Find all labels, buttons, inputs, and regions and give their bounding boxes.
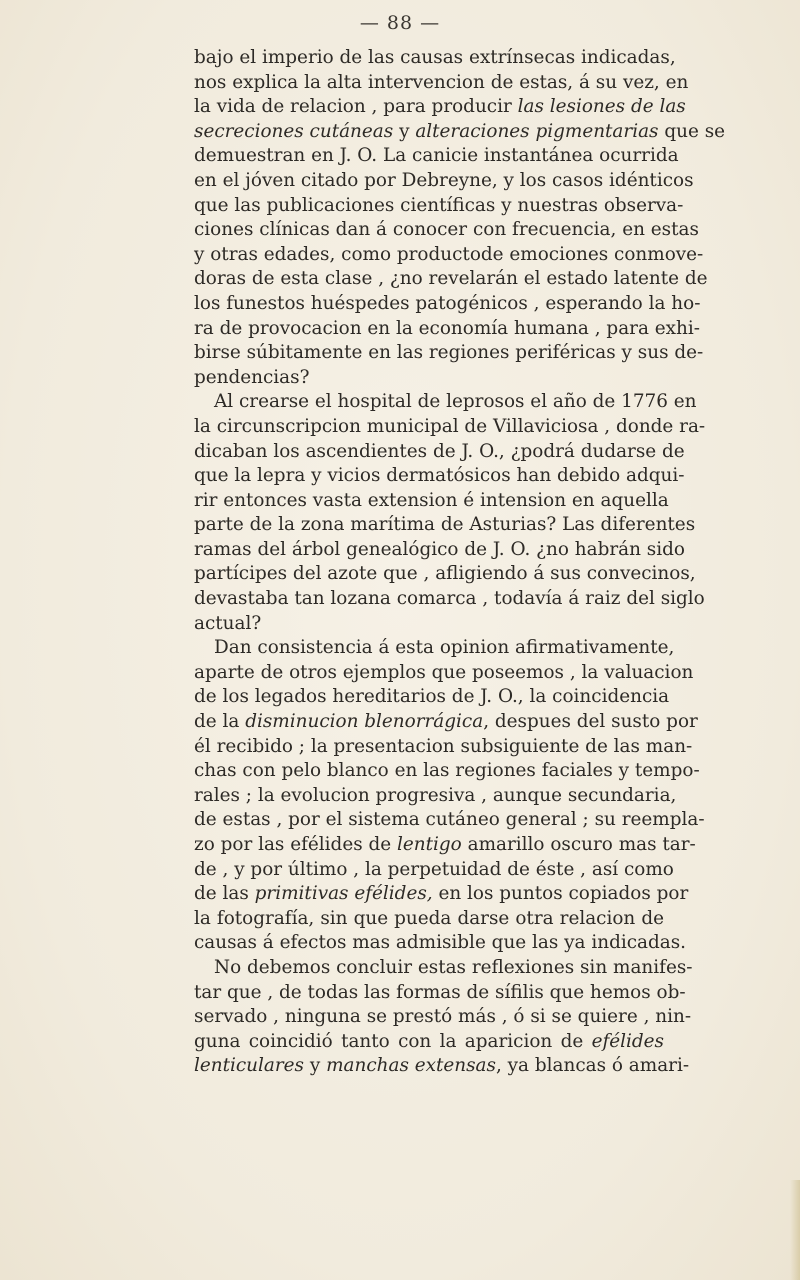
text-line: de las primitivas efélides, en los puntos copiados por [194, 883, 689, 905]
text-line: servado , ninguna se prestó más , ó si se quiere , nin- [194, 1006, 692, 1028]
text-line: aparte de otros ejemplos que poseemos , la valuacion [194, 661, 694, 683]
text-line: nos explica la alta intervencion de estas, á su vez, en [194, 71, 689, 93]
text-line: chas con pelo blanco en las regiones faciales y tempo- [194, 760, 700, 782]
text-line: de la disminucion blenorrágica, despues del susto por [194, 711, 698, 733]
text-line: ra de provocacion en la economía humana , para exhi- [194, 317, 700, 339]
text-line: los funestos huéspedes patogénicos , esperando la ho- [194, 292, 701, 314]
page-number: — 88 — [359, 12, 441, 34]
text-line: la circunscripcion municipal de Villaviciosa , donde ra- [194, 415, 706, 437]
text-line: lenticulares y manchas extensas, ya blancas ó amari- [194, 1055, 690, 1077]
text-line: bajo el imperio de las causas extrínsecas indicadas, [194, 47, 676, 68]
text-line: birse súbitamente en las regiones periféricas y sus de- [194, 342, 704, 364]
text-line: doras de esta clase , ¿no revelarán el estado latente de [194, 268, 708, 290]
text-line: parte de la zona marítima de Asturias? Las diferentes [194, 514, 696, 536]
paragraph-2 [194, 390, 706, 636]
body-text [194, 46, 726, 1079]
text-line: Al crearse el hospital de leprosos el año de 1776 en [214, 391, 697, 413]
text-line: No debemos concluir estas reflexiones sin manifes- [214, 956, 693, 978]
page-edge-stain [790, 1180, 800, 1280]
text-line: dicaban los ascendientes de J. O., ¿podrá dudarse de [194, 440, 685, 462]
text-line: ciones clínicas dan á conocer con frecuencia, en estas [194, 219, 699, 241]
text-line: en el jóven citado por Debreyne, y los casos idénticos [194, 169, 694, 191]
text-line: que las publicaciones científicas y nuestras observa- [194, 194, 684, 216]
text-line: de los legados hereditarios de J. O., la coincidencia [194, 686, 670, 708]
text-line: la fotografía, sin que pueda darse otra relacion de [194, 907, 664, 929]
text-line: él recibido ; la presentacion subsiguiente de las man- [194, 735, 693, 757]
text-line: rir entonces vasta extension é intension en aquella [194, 489, 669, 511]
text-line: rales ; la evolucion progresiva , aunque secundaria, [194, 784, 677, 806]
text-line: partícipes del azote que , afligiendo á sus convecinos, [194, 563, 696, 585]
paragraph-1 [194, 46, 726, 390]
text-line: de , y por último , la perpetuidad de éste , así como [194, 858, 674, 880]
text-line: secreciones cutáneas y alteraciones pigmentarias que se [194, 120, 726, 142]
text-line: que la lepra y vicios dermatósicos han debido adqui- [194, 465, 685, 487]
text-line: pendencias? [194, 366, 310, 388]
text-line: causas á efectos mas admisible que las ya indicadas. [194, 932, 687, 954]
text-line: guna coincidió tanto con la aparicion de efélides [194, 1030, 664, 1052]
text-line: demuestran en J. O. La canicie instantánea ocurrida [194, 145, 679, 167]
paragraph-4 [194, 956, 693, 1079]
text-line: de estas , por el sistema cutáneo general ; su reempla- [194, 809, 705, 831]
text-line: devastaba tan lozana comarca , todavía á raiz del siglo [194, 588, 705, 610]
text-line: la vida de relacion , para producir las lesiones de las [194, 96, 686, 118]
text-line: y otras edades, como productode emociones conmove- [194, 243, 704, 265]
text-line: ramas del árbol genealógico de J. O. ¿no habrán sido [194, 538, 685, 560]
text-line: Dan consistencia á esta opinion afirmativamente, [214, 637, 675, 659]
text-line: tar que , de todas las formas de sífilis que hemos ob- [194, 981, 686, 1003]
paragraph-3 [194, 636, 705, 956]
text-line: zo por las efélides de lentigo amarillo oscuro mas tar- [194, 834, 696, 855]
text-line: actual? [194, 612, 262, 634]
